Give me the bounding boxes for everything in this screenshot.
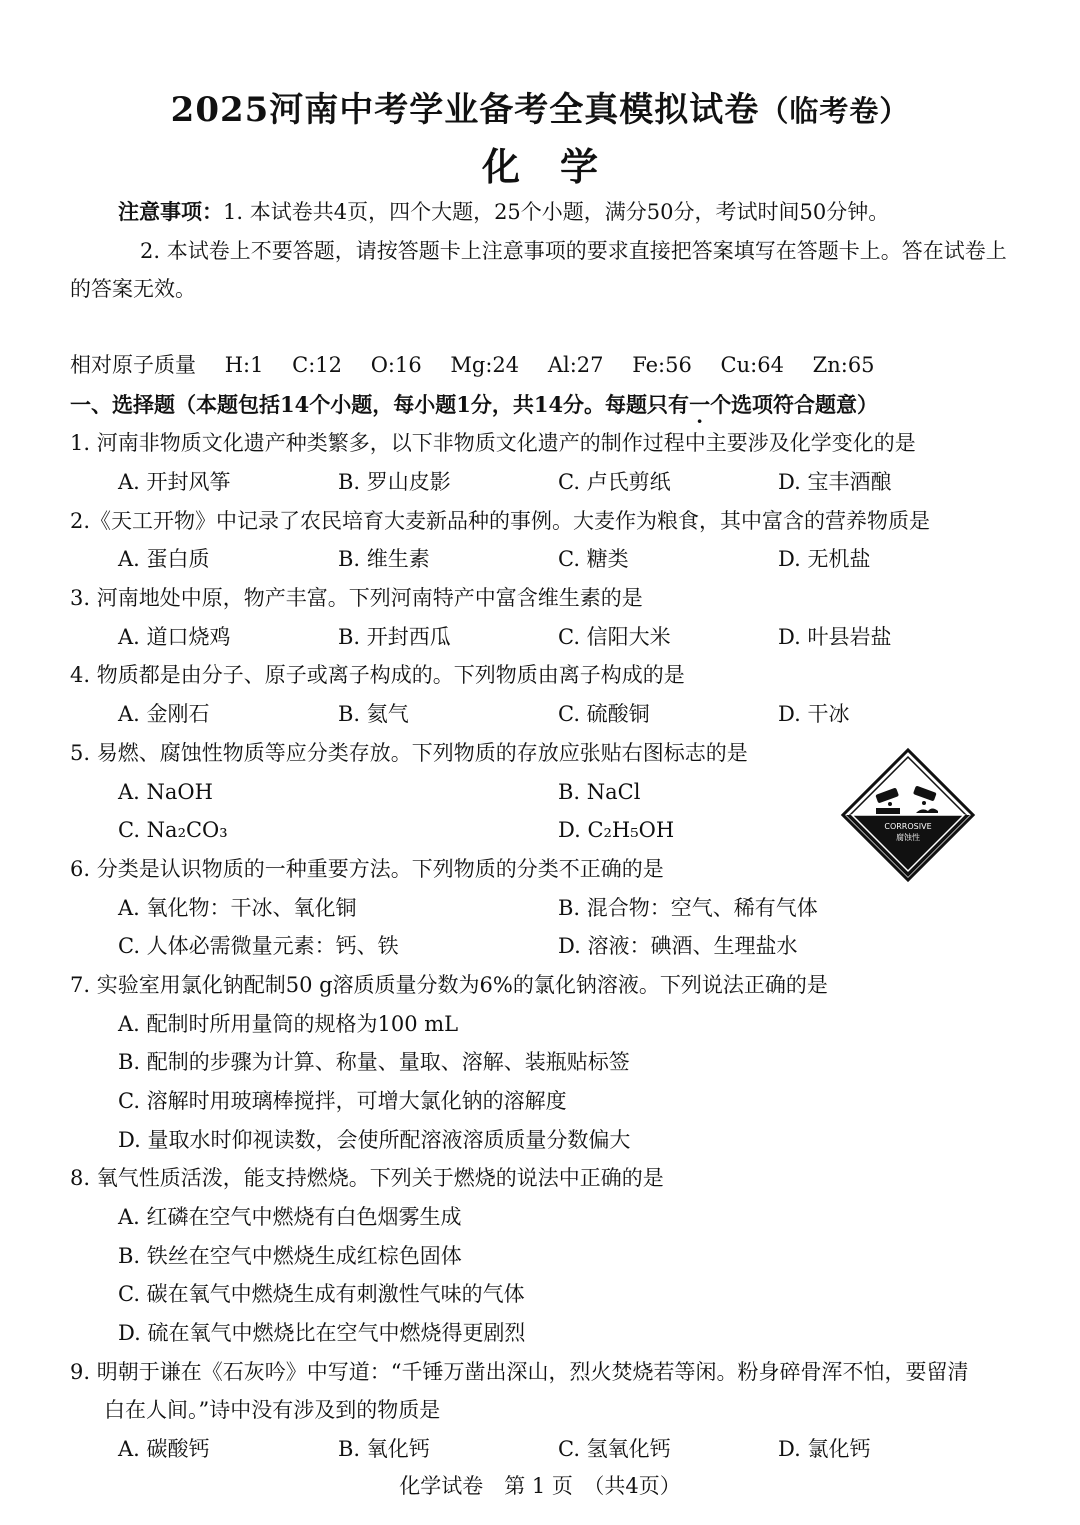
notice-item-2: 2. 本试卷上不要答题，请按答题卡上注意事项的要求直接把答案填写在答题卡上。答在试卷上: [140, 239, 1007, 263]
notice-line-1: [118, 198, 889, 226]
exam-title-main: 2025河南中考学业备考全真模拟试卷: [170, 90, 760, 130]
hazard-text-en: CORROSIVE: [884, 822, 932, 831]
question-9-option-c: C. 氢氧化钙: [558, 1437, 671, 1461]
question-2-option-a: A. 蛋白质: [118, 547, 210, 571]
exam-title-suffix: （临考卷）: [759, 94, 910, 128]
section-heading-part-b: 个选项符合题意）: [710, 392, 879, 417]
section-heading-emphasis: 一: [689, 392, 711, 417]
question-3-option-b: B. 开封西瓜: [338, 625, 451, 649]
notice-label: 注意事项：: [118, 199, 223, 224]
question-7-option-a: A. 配制时所用量筒的规格为100 mL: [118, 1012, 459, 1036]
question-6-stem: 6. 分类是认识物质的一种重要方法。下列物质的分类不正确的是: [70, 857, 664, 881]
question-1-option-a: A. 开封风筝: [118, 470, 231, 494]
question-5-option-d: D. C₂H₅OH: [558, 818, 675, 842]
question-9-stem-cont: 白在人间。”诗中没有涉及到的物质是: [104, 1398, 441, 1422]
question-5-option-c: C. Na₂CO₃: [118, 818, 228, 842]
question-9-option-b: B. 氧化钙: [338, 1437, 430, 1461]
notice-item-2-cont: 的答案无效。: [70, 277, 196, 301]
question-5-option-a: A. NaOH: [118, 780, 213, 804]
question-4-option-a: A. 金刚石: [118, 702, 210, 726]
atomic-mass-o: O:16: [370, 353, 422, 377]
atomic-mass-zn: Zn:65: [812, 353, 875, 377]
atomic-mass-h: H:1: [224, 353, 264, 377]
question-3-option-c: C. 信阳大米: [558, 625, 671, 649]
question-6-option-a: A. 氧化物：干冰、氧化铜: [118, 896, 357, 920]
notice-item-1: 1. 本试卷共4页，四个大题，25个小题，满分50分，考试时间50分钟。: [223, 200, 890, 224]
atomic-mass-fe: Fe:56: [632, 353, 692, 377]
question-6-option-b: B. 混合物：空气、稀有气体: [558, 896, 818, 920]
question-6-option-c: C. 人体必需微量元素：钙、铁: [118, 934, 399, 958]
question-9-stem: 9. 明朝于谦在《石灰吟》中写道：“千锤万凿出深山，烈火焚烧若等闲。粉身碎骨浑不怕，要留清: [70, 1360, 969, 1384]
question-8-option-b: B. 铁丝在空气中燃烧生成红棕色固体: [118, 1244, 462, 1268]
question-3-option-a: A. 道口烧鸡: [118, 625, 231, 649]
question-9-option-d: D. 氯化钙: [778, 1437, 871, 1461]
hazard-text-cn: 腐蚀性: [896, 833, 920, 842]
section-heading-part-a: 一、选择题（本题包括14个小题，每小题1分，共14分。每题只有: [70, 392, 690, 417]
question-4-option-d: D. 干冰: [778, 702, 850, 726]
question-8-option-d: D. 硫在氧气中燃烧比在空气中燃烧得更剧烈: [118, 1321, 526, 1345]
question-1-stem: 1. 河南非物质文化遗产种类繁多，以下非物质文化遗产的制作过程中主要涉及化学变化的是: [70, 431, 916, 455]
atomic-mass-cu: Cu:64: [720, 353, 784, 377]
question-7-option-c: C. 溶解时用玻璃棒搅拌，可增大氯化钠的溶解度: [118, 1089, 567, 1113]
subject-title: 化学: [481, 144, 638, 189]
question-5-stem: 5. 易燃、腐蚀性物质等应分类存放。下列物质的存放应张贴右图标志的是: [70, 741, 748, 765]
question-2-option-b: B. 维生素: [338, 547, 430, 571]
question-3-stem: 3. 河南地处中原，物产丰富。下列河南特产中富含维生素的是: [70, 586, 643, 610]
atomic-mass-line: [70, 351, 875, 379]
question-5-option-b: B. NaCl: [558, 780, 641, 804]
question-1-option-b: B. 罗山皮影: [338, 470, 451, 494]
question-7-option-b: B. 配制的步骤为计算、称量、量取、溶解、装瓶贴标签: [118, 1050, 630, 1074]
question-3-option-d: D. 叶县岩盐: [778, 625, 892, 649]
corrosive-hazard-icon: [840, 747, 976, 883]
section-heading: [70, 391, 878, 419]
question-7-option-d: D. 量取水时仰视读数，会使所配溶液溶质质量分数偏大: [118, 1128, 631, 1152]
question-4-stem: 4. 物质都是由分子、原子或离子构成的。下列物质由离子构成的是: [70, 663, 685, 687]
atomic-mass-al: Al:27: [547, 353, 604, 377]
question-2-option-d: D. 无机盐: [778, 547, 871, 571]
question-8-option-a: A. 红磷在空气中燃烧有白色烟雾生成: [118, 1205, 462, 1229]
question-1-option-c: C. 卢氏剪纸: [558, 470, 671, 494]
atomic-mass-c: C:12: [292, 353, 342, 377]
question-7-stem: 7. 实验室用氯化钠配制50 g溶质质量分数为6%的氯化钠溶液。下列说法正确的是: [70, 973, 828, 997]
question-2-option-c: C. 糖类: [558, 547, 629, 571]
atomic-mass-label: 相对原子质量: [70, 353, 196, 377]
atomic-mass-mg: Mg:24: [450, 353, 520, 377]
question-8-stem: 8. 氧气性质活泼，能支持燃烧。下列关于燃烧的说法中正确的是: [70, 1166, 664, 1190]
page-footer: 化学试卷 第 1 页 （共4页）: [399, 1474, 681, 1498]
question-8-option-c: C. 碳在氧气中燃烧生成有刺激性气味的气体: [118, 1282, 525, 1306]
question-9-option-a: A. 碳酸钙: [118, 1437, 210, 1461]
question-4-option-c: C. 硫酸铜: [558, 702, 650, 726]
question-2-stem: 2.《天工开物》中记录了农民培育大麦新品种的事例。大麦作为粮食，其中富含的营养物质是: [70, 509, 931, 533]
exam-title: [0, 82, 1080, 131]
question-1-option-d: D. 宝丰酒酿: [778, 470, 892, 494]
question-4-option-b: B. 氦气: [338, 702, 409, 726]
question-6-option-d: D. 溶液：碘酒、生理盐水: [558, 934, 798, 958]
